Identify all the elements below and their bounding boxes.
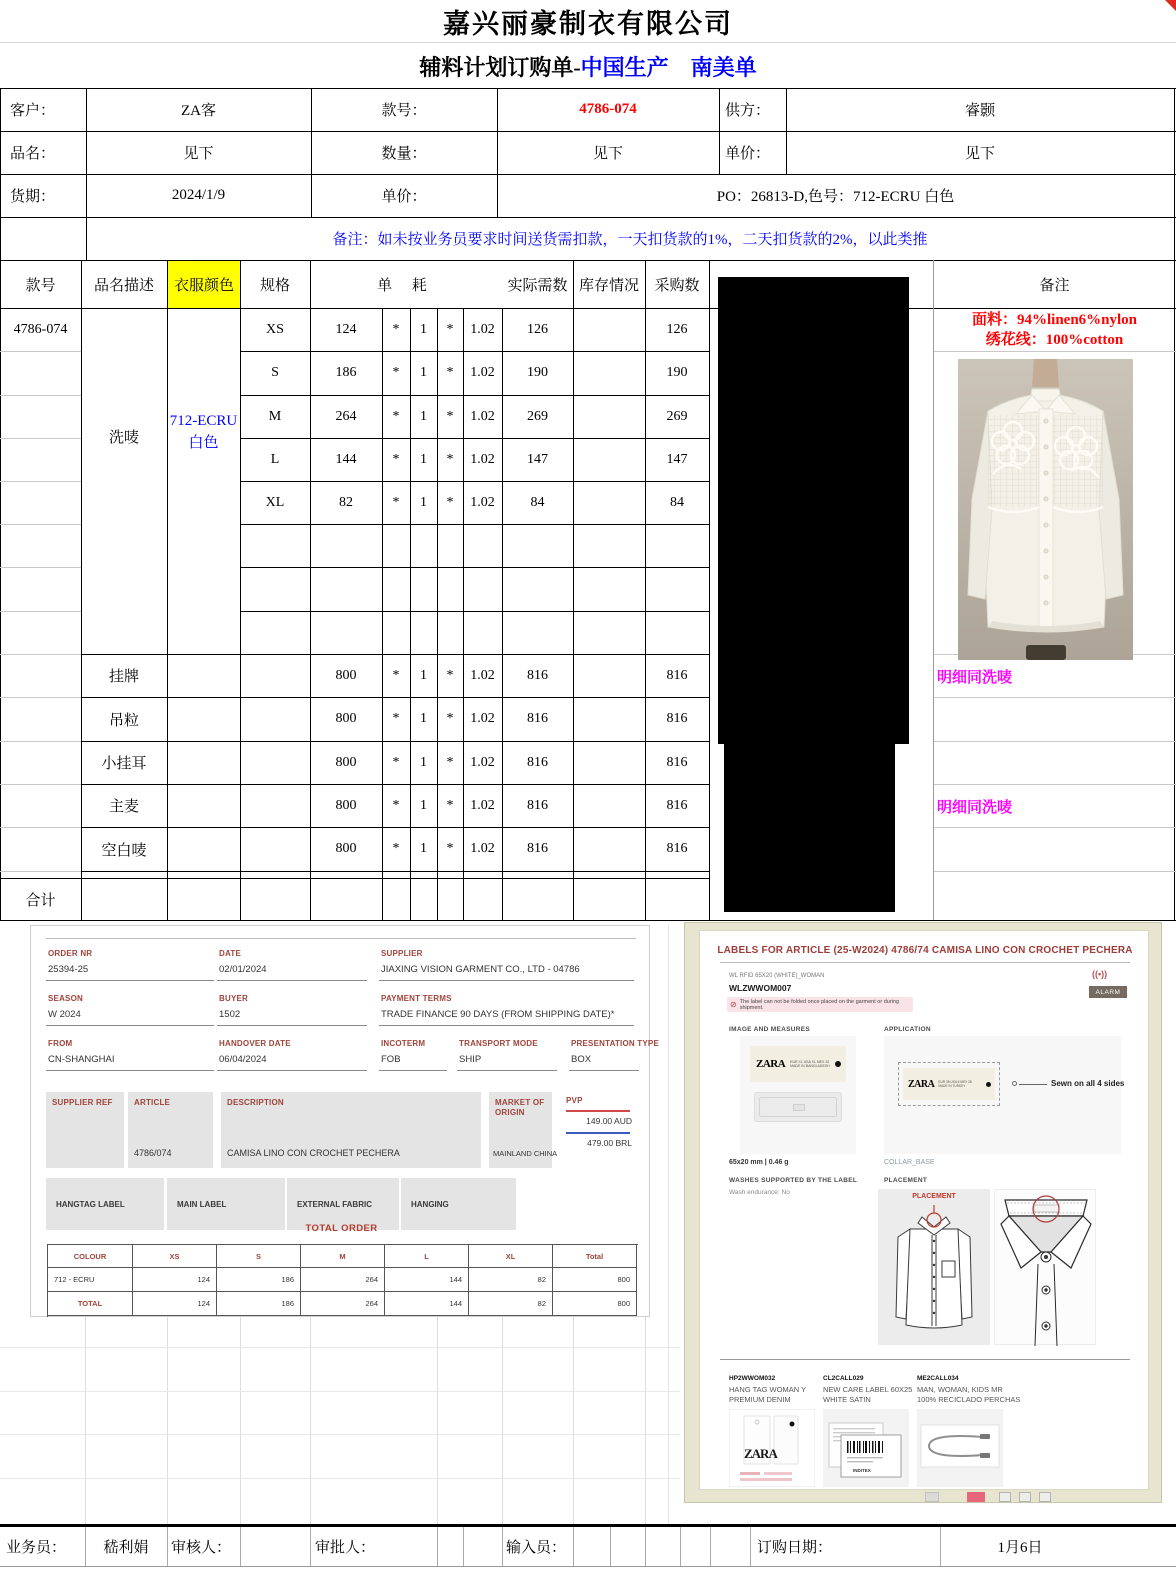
item-consumption: 800 bbox=[335, 754, 357, 770]
size-spec: L bbox=[270, 451, 280, 467]
rate: 1.02 bbox=[470, 451, 495, 467]
care-label-image bbox=[823, 1409, 909, 1487]
payment-terms-label: PAYMENT TERMS bbox=[381, 994, 452, 1003]
fold-warning-text: The label can not be folded once placed on the garment or during shipment. bbox=[739, 998, 900, 1011]
col-header-color: 衣服颜色 bbox=[168, 261, 240, 308]
colour-m: 264 bbox=[301, 1268, 385, 1292]
season-value: W 2024 bbox=[48, 1009, 81, 1020]
colour-xl: 82 bbox=[469, 1268, 553, 1292]
market-origin-value: MAINLAND CHINA bbox=[493, 1149, 558, 1158]
label-measure: 65x20 mm | 0.46 g bbox=[729, 1159, 789, 1166]
need-qty: 816 bbox=[527, 841, 548, 856]
order-nr-label: ORDER NR bbox=[48, 949, 93, 958]
label-image-panel bbox=[740, 1036, 856, 1154]
penalty-note: 备注：如未按业务员要求时间送货需扣款，一天扣货款的1%，二天扣货款的2%，以此类推 bbox=[332, 232, 928, 248]
mult-2: * bbox=[446, 754, 454, 770]
bottom-item-name: PREMIUM DENIM bbox=[729, 1395, 791, 1404]
fold-warning-banner bbox=[727, 997, 913, 1012]
inditex-text: INDITEX bbox=[853, 1468, 871, 1473]
labels-page bbox=[699, 930, 1149, 1490]
pvp-box bbox=[560, 1092, 636, 1168]
collar-detail-drawing bbox=[995, 1190, 1097, 1346]
col-header-spec: 规格 bbox=[259, 277, 290, 294]
same-as-washlabel-note: 明细同洗唛 bbox=[937, 799, 1013, 816]
order-nr-value: 25394-25 bbox=[48, 964, 89, 975]
application-panel bbox=[884, 1036, 1125, 1154]
rate: 1.02 bbox=[470, 365, 495, 380]
size-consumption: 144 bbox=[335, 451, 357, 467]
alarm-button[interactable] bbox=[1089, 986, 1127, 998]
purchase-qty: 190 bbox=[666, 365, 688, 380]
handover-date-value: 06/04/2024 bbox=[219, 1054, 267, 1065]
item-name: 吊粒 bbox=[108, 712, 139, 729]
colour-xs: 124 bbox=[133, 1268, 217, 1292]
purchase-qty: 816 bbox=[666, 754, 688, 770]
delivery-label: 货期： bbox=[10, 189, 56, 205]
subtitle-blue: 中国生产 南美单 bbox=[580, 54, 757, 80]
section-placement: PLACEMENT bbox=[884, 1177, 928, 1184]
page-nav-icon[interactable] bbox=[925, 1492, 939, 1502]
size-spec: XL bbox=[265, 494, 285, 510]
labels-document[interactable] bbox=[684, 922, 1162, 1503]
description-box bbox=[221, 1092, 481, 1168]
tool-icon[interactable] bbox=[999, 1492, 1011, 1502]
mult-1: * bbox=[392, 451, 400, 467]
mult-2: * bbox=[446, 365, 454, 380]
product-value: 见下 bbox=[183, 146, 214, 162]
total-xs: 124 bbox=[133, 1292, 217, 1316]
placement-shirt-panel bbox=[878, 1189, 990, 1345]
zara-logo: ZARA bbox=[756, 1058, 786, 1070]
total-col-m: M bbox=[301, 1245, 385, 1268]
qty-per: 1 bbox=[420, 408, 427, 424]
purchase-qty: 816 bbox=[666, 711, 688, 726]
buyer-value: 1502 bbox=[219, 1009, 241, 1020]
total-xl: 82 bbox=[469, 1292, 553, 1316]
colour-row-label: 712 - ECRU bbox=[48, 1268, 133, 1292]
product-photo bbox=[958, 359, 1133, 660]
qty-label: 数量： bbox=[381, 146, 427, 162]
description-value: CAMISA LINO CON CROCHET PECHERA bbox=[227, 1148, 400, 1158]
market-origin-label: MARKET OF ORIGIN bbox=[495, 1098, 545, 1117]
item-consumption: 800 bbox=[335, 711, 357, 726]
item-consumption: 800 bbox=[335, 841, 357, 856]
total-col-xs: XS bbox=[133, 1245, 217, 1268]
need-qty: 816 bbox=[527, 797, 548, 813]
redaction-block bbox=[724, 744, 895, 912]
bottom-item-code: ME2CALL034 bbox=[917, 1375, 959, 1382]
product-label: 品名： bbox=[10, 146, 56, 162]
highlight-icon[interactable] bbox=[967, 1492, 985, 1502]
alarm-signal-icon: ((•)) bbox=[1092, 969, 1108, 979]
incoterm-value: FOB bbox=[381, 1054, 401, 1065]
input-operator-label: 输入员： bbox=[506, 1540, 567, 1556]
mult-2: * bbox=[446, 451, 454, 467]
security-dot-icon bbox=[835, 1061, 841, 1067]
collar-base-tag: COLLAR_BASE bbox=[884, 1159, 935, 1166]
purchase-qty: 147 bbox=[666, 451, 688, 467]
need-qty: 816 bbox=[527, 754, 548, 770]
total-m: 264 bbox=[301, 1292, 385, 1316]
svg-text:ZARA: ZARA bbox=[744, 1446, 777, 1461]
mult-1: * bbox=[392, 365, 400, 380]
mult-1: * bbox=[392, 754, 400, 770]
section-application: APPLICATION bbox=[884, 1026, 931, 1033]
mult-1: * bbox=[392, 797, 400, 813]
label-size-text: EUR 38 USA 6 MEX 28 bbox=[938, 1080, 972, 1084]
buyer-label: BUYER bbox=[219, 994, 249, 1003]
total-total: 800 bbox=[553, 1292, 637, 1316]
supplier-doc-value: JIAXING VISION GARMENT CO., LTD - 04786 bbox=[381, 964, 580, 975]
hangtag-image bbox=[729, 1409, 815, 1487]
redaction-block bbox=[718, 277, 909, 744]
total-row-label: 合计 bbox=[25, 892, 56, 909]
from-value: CN-SHANGHAI bbox=[48, 1054, 115, 1065]
rate: 1.02 bbox=[470, 494, 495, 510]
col-header-note: 备注 bbox=[1039, 277, 1070, 294]
qty-per: 1 bbox=[420, 711, 427, 726]
date-label: DATE bbox=[219, 949, 241, 958]
total-col-colour: COLOUR bbox=[48, 1245, 133, 1268]
qty-value: 见下 bbox=[592, 146, 623, 162]
colour-l: 144 bbox=[385, 1268, 469, 1292]
size-spec: S bbox=[271, 365, 279, 380]
rate: 1.02 bbox=[470, 797, 495, 813]
label-code: WLZWWOM007 bbox=[729, 983, 792, 993]
mult-1: * bbox=[392, 408, 400, 424]
total-col-xl: XL bbox=[469, 1245, 553, 1268]
article-value: 4786/074 bbox=[134, 1148, 172, 1158]
rate: 1.02 bbox=[470, 841, 495, 856]
supplier-ref-label: SUPPLIER REF bbox=[52, 1098, 113, 1107]
total-s: 186 bbox=[217, 1292, 301, 1316]
size-consumption: 264 bbox=[335, 408, 357, 424]
bottom-item-code: CL2CALL029 bbox=[823, 1375, 864, 1382]
hangtag-label-button-text: HANGTAG LABEL bbox=[56, 1199, 125, 1209]
total-col-s: S bbox=[217, 1245, 301, 1268]
item-name: 空白唛 bbox=[101, 842, 147, 859]
mult-2: * bbox=[446, 841, 454, 856]
no-fold-icon: ⊘ bbox=[730, 1000, 737, 1009]
qty-per: 1 bbox=[420, 667, 427, 683]
rate: 1.02 bbox=[470, 711, 495, 726]
approver-label: 审批人： bbox=[315, 1540, 376, 1556]
total-col-total: Total bbox=[553, 1245, 637, 1268]
mult-1: * bbox=[392, 321, 400, 337]
presentation-type-label: PRESENTATION TYPE bbox=[571, 1039, 660, 1048]
rate: 1.02 bbox=[470, 667, 495, 683]
market-origin-box bbox=[489, 1092, 558, 1168]
alarm-button-text: ALARM bbox=[1095, 988, 1121, 996]
total-order-table bbox=[47, 1244, 638, 1317]
bottom-item-name: MAN, WOMAN, KIDS MR bbox=[917, 1385, 1003, 1394]
labels-title: LABELS FOR ARTICLE (25-W2024) 4786/74 CAMISA LINO CON CROCHET PECHERA bbox=[717, 945, 1133, 956]
mult-1: * bbox=[392, 667, 400, 683]
zara-woven-label bbox=[750, 1046, 846, 1082]
callout-dot-icon bbox=[1012, 1081, 1017, 1086]
qty-per: 1 bbox=[420, 451, 427, 467]
washes-value: Wash endurance: No bbox=[729, 1189, 790, 1196]
mult-1: * bbox=[392, 841, 400, 856]
col-header-desc: 品名描述 bbox=[93, 277, 154, 294]
customer-value: ZA客 bbox=[181, 103, 216, 119]
tool-icon[interactable] bbox=[1039, 1492, 1051, 1502]
total-row-label: TOTAL bbox=[48, 1292, 133, 1316]
purchase-qty: 816 bbox=[666, 841, 688, 856]
fabric-note bbox=[933, 308, 1176, 352]
need-qty: 126 bbox=[527, 321, 548, 337]
total-l: 144 bbox=[385, 1292, 469, 1316]
need-qty: 816 bbox=[527, 711, 548, 726]
colour-total: 800 bbox=[553, 1268, 637, 1292]
label-origin-text: MADE IN BANGLADESH bbox=[790, 1064, 830, 1068]
colour-s: 186 bbox=[217, 1268, 301, 1292]
placement-shirt-drawing bbox=[884, 1205, 984, 1339]
incoterm-label: INCOTERM bbox=[381, 1039, 426, 1048]
qty-per: 1 bbox=[420, 365, 427, 380]
bottom-item-name: 100% RECICLADO PERCHAS bbox=[917, 1395, 1021, 1404]
fabric-note-line2: 绣花线：100%cotton bbox=[985, 332, 1124, 348]
label-size-text: EUR XL USA XL MEX 32 bbox=[790, 1060, 830, 1064]
size-spec: M bbox=[268, 408, 282, 424]
label-code-small: WL RFID 65X20 (WHITE)_WOMAN bbox=[729, 973, 825, 979]
purchase-qty: 816 bbox=[666, 797, 688, 813]
item-name: 主麦 bbox=[108, 799, 139, 815]
article-label: ARTICLE bbox=[134, 1098, 171, 1107]
washes-title: WASHES SUPPORTED BY THE LABEL bbox=[729, 1177, 858, 1184]
style-no-value: 4786-074 bbox=[579, 101, 637, 117]
section-image-measures: IMAGE AND MEASURES bbox=[729, 1026, 810, 1033]
purchase-qty: 269 bbox=[666, 408, 688, 424]
from-label: FROM bbox=[48, 1039, 73, 1048]
col-header-consumption: 单 耗 bbox=[377, 277, 435, 294]
need-qty: 147 bbox=[527, 451, 548, 467]
mult-2: * bbox=[446, 797, 454, 813]
size-consumption: 124 bbox=[335, 321, 357, 337]
price2-label: 单价： bbox=[381, 189, 427, 205]
purchase-qty: 126 bbox=[666, 321, 688, 337]
payment-terms-value: TRADE FINANCE 90 DAYS (FROM SHIPPING DATE)* bbox=[381, 1009, 615, 1020]
color-merged bbox=[167, 404, 240, 460]
item-consumption: 800 bbox=[335, 667, 357, 683]
price-value: 见下 bbox=[964, 146, 995, 162]
size-spec: XS bbox=[266, 321, 284, 337]
placement-tag: PLACEMENT bbox=[912, 1193, 956, 1200]
item-name: 小挂耳 bbox=[101, 756, 147, 772]
transport-mode-label: TRANSPORT MODE bbox=[459, 1039, 538, 1048]
purchase-qty: 84 bbox=[670, 494, 684, 510]
mult-2: * bbox=[446, 494, 454, 510]
transport-mode-value: SHIP bbox=[459, 1054, 482, 1065]
need-qty: 816 bbox=[527, 667, 548, 683]
mult-1: * bbox=[392, 494, 400, 510]
item-name: 挂牌 bbox=[108, 669, 139, 685]
article-box bbox=[128, 1092, 213, 1168]
col-header-stock: 库存情况 bbox=[578, 277, 639, 294]
mult-1: * bbox=[392, 711, 400, 726]
bottom-item-code: HP2WWOM032 bbox=[729, 1375, 776, 1382]
main-label-button-text: MAIN LABEL bbox=[177, 1199, 227, 1209]
supplier-label: 供方： bbox=[725, 103, 771, 119]
need-qty: 190 bbox=[527, 365, 548, 380]
salesman-value: 嵇利娟 bbox=[103, 1540, 149, 1556]
order-document[interactable] bbox=[30, 925, 660, 1317]
total-col-l: L bbox=[385, 1245, 469, 1268]
po-value: PO：26813-D,色号：712-ECRU 白色 bbox=[716, 189, 955, 205]
color-code: 712-ECRU bbox=[169, 413, 238, 429]
order-date-label: 订购日期： bbox=[757, 1540, 833, 1556]
tool-icon[interactable] bbox=[1019, 1492, 1031, 1502]
label-origin-text: MADE IN TURKEY bbox=[938, 1084, 966, 1088]
supplier-value: 睿颢 bbox=[964, 103, 995, 119]
security-dot-icon bbox=[986, 1082, 991, 1087]
supplier-doc-label: SUPPLIER bbox=[381, 949, 423, 958]
pvp-aud: 149.00 AUD bbox=[586, 1116, 632, 1126]
mult-2: * bbox=[446, 711, 454, 726]
mult-2: * bbox=[446, 321, 454, 337]
purchase-qty: 816 bbox=[666, 667, 688, 683]
need-qty: 269 bbox=[527, 408, 548, 424]
sewn-note: Sewn on all 4 sides bbox=[1051, 1079, 1125, 1088]
col-header-style: 款号 bbox=[25, 277, 56, 294]
reviewer-label: 审核人： bbox=[171, 1540, 232, 1556]
form-subtitle bbox=[0, 44, 1176, 88]
mult-2: * bbox=[446, 667, 454, 683]
season-label: SEASON bbox=[48, 994, 83, 1003]
qty-per: 1 bbox=[420, 321, 427, 337]
rate: 1.02 bbox=[470, 754, 495, 770]
supplier-ref-box bbox=[46, 1092, 124, 1168]
rate: 1.02 bbox=[470, 408, 495, 424]
customer-label: 客户： bbox=[10, 103, 56, 119]
qty-per: 1 bbox=[420, 754, 427, 770]
qty-per: 1 bbox=[420, 797, 427, 813]
zara-logo: ZARA bbox=[908, 1078, 935, 1090]
row-style-no: 4786-074 bbox=[13, 321, 68, 337]
hanger-image bbox=[917, 1409, 1003, 1487]
pvp-brl: 479.00 BRL bbox=[587, 1138, 632, 1148]
style-no-label: 款号： bbox=[381, 103, 427, 119]
price-label: 单价： bbox=[725, 146, 771, 162]
qty-per: 1 bbox=[420, 841, 427, 856]
total-order-title: TOTAL ORDER bbox=[305, 1223, 378, 1234]
qty-per: 1 bbox=[420, 494, 427, 510]
bottom-item-name: WHITE SATIN bbox=[823, 1395, 871, 1404]
same-as-washlabel-note: 明细同洗唛 bbox=[937, 669, 1013, 686]
handover-date-label: HANDOVER DATE bbox=[219, 1039, 291, 1048]
size-consumption: 186 bbox=[335, 365, 357, 380]
salesman-label: 业务员： bbox=[6, 1540, 67, 1556]
external-fabric-button-text: EXTERNAL FABRIC bbox=[297, 1199, 372, 1209]
pvp-label: PVP bbox=[566, 1096, 583, 1105]
bottom-item-name: HANG TAG WOMAN Y bbox=[729, 1385, 807, 1394]
color-name: 白色 bbox=[188, 435, 219, 451]
item-consumption: 800 bbox=[335, 797, 357, 813]
delivery-value: 2024/1/9 bbox=[171, 187, 226, 203]
size-consumption: 82 bbox=[339, 494, 353, 510]
description-label: DESCRIPTION bbox=[227, 1098, 284, 1107]
placement-collar-panel bbox=[994, 1189, 1096, 1345]
presentation-type-value: BOX bbox=[571, 1054, 592, 1065]
col-header-need: 实际需数 bbox=[507, 277, 568, 294]
company-title: 嘉兴丽豪制衣有限公司 bbox=[443, 8, 733, 39]
fabric-note-line1: 面料：94%linen6%nylon bbox=[971, 312, 1138, 328]
need-qty: 84 bbox=[530, 494, 545, 510]
date-value: 02/01/2024 bbox=[219, 964, 267, 975]
mult-2: * bbox=[446, 408, 454, 424]
subtitle-black: 辅料计划订购单- bbox=[419, 54, 581, 80]
viewer-toolbar[interactable] bbox=[699, 1492, 1149, 1503]
rfid-inlay bbox=[754, 1092, 842, 1122]
sewn-label-dashed bbox=[898, 1062, 1000, 1106]
bottom-item-name: NEW CARE LABEL 60X25 bbox=[823, 1385, 913, 1394]
product-desc-merged: 洗唛 bbox=[108, 429, 139, 446]
rate: 1.02 bbox=[470, 321, 495, 337]
hanging-button-text: HANGING bbox=[411, 1199, 449, 1209]
col-header-purchase: 采购数 bbox=[654, 277, 700, 294]
order-date-value: 1月6日 bbox=[997, 1540, 1043, 1556]
